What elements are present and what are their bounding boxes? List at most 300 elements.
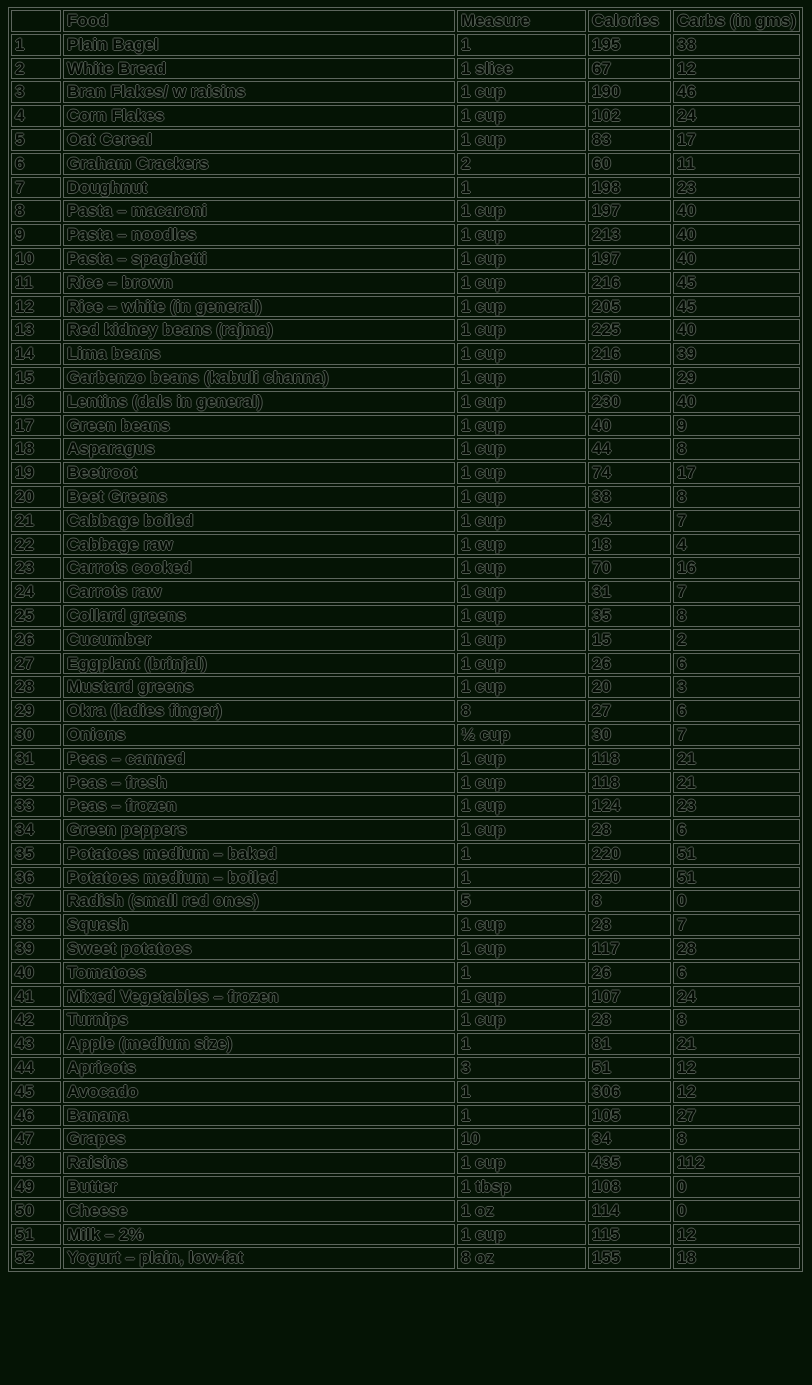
cell-food: Pasta – spaghetti <box>63 248 455 270</box>
cell-calories: 40 <box>588 415 671 437</box>
cell-num: 2 <box>11 58 61 80</box>
cell-calories: 28 <box>588 1009 671 1031</box>
cell-num: 43 <box>11 1033 61 1055</box>
cell-measure: 1 cup <box>457 748 586 770</box>
cell-carbs: 40 <box>673 248 800 270</box>
cell-num: 13 <box>11 319 61 341</box>
cell-food: Cabbage raw <box>63 534 455 556</box>
cell-carbs: 8 <box>673 438 800 460</box>
cell-carbs: 23 <box>673 177 800 199</box>
cell-calories: 213 <box>588 224 671 246</box>
cell-calories: 117 <box>588 938 671 960</box>
cell-num: 27 <box>11 653 61 675</box>
cell-carbs: 9 <box>673 415 800 437</box>
cell-carbs: 7 <box>673 914 800 936</box>
cell-carbs: 21 <box>673 772 800 794</box>
cell-num: 3 <box>11 81 61 103</box>
cell-measure: 1 <box>457 1105 586 1127</box>
table-row <box>11 415 800 437</box>
cell-num: 37 <box>11 890 61 912</box>
cell-carbs: 45 <box>673 272 800 294</box>
table-row <box>11 700 800 722</box>
table-row <box>11 1247 800 1269</box>
cell-carbs: 8 <box>673 1128 800 1150</box>
cell-measure: 1 cup <box>457 986 586 1008</box>
cell-measure: 1 cup <box>457 105 586 127</box>
cell-food: Asparagus <box>63 438 455 460</box>
cell-calories: 18 <box>588 534 671 556</box>
cell-num: 30 <box>11 724 61 746</box>
cell-calories: 205 <box>588 296 671 318</box>
cell-food: Cheese <box>63 1200 455 1222</box>
cell-carbs: 24 <box>673 105 800 127</box>
table-row <box>11 462 800 484</box>
cell-food: Banana <box>63 1105 455 1127</box>
cell-calories: 44 <box>588 438 671 460</box>
cell-carbs: 51 <box>673 843 800 865</box>
cell-measure: 1 tbsp <box>457 1176 586 1198</box>
cell-food: White Bread <box>63 58 455 80</box>
table-row <box>11 676 800 698</box>
cell-food: Oat Cereal <box>63 129 455 151</box>
column-header-measure: Measure <box>457 10 586 32</box>
column-header-index <box>11 10 61 32</box>
cell-num: 6 <box>11 153 61 175</box>
cell-measure: 1 cup <box>457 1224 586 1246</box>
table-row <box>11 248 800 270</box>
cell-num: 28 <box>11 676 61 698</box>
table-row <box>11 58 800 80</box>
cell-measure: 1 cup <box>457 224 586 246</box>
table-row <box>11 986 800 1008</box>
table-row <box>11 1176 800 1198</box>
cell-food: Peas – frozen <box>63 795 455 817</box>
cell-food: Plain Bagel <box>63 34 455 56</box>
cell-calories: 124 <box>588 795 671 817</box>
cell-num: 5 <box>11 129 61 151</box>
table-row <box>11 200 800 222</box>
cell-food: Graham Crackers <box>63 153 455 175</box>
table-row <box>11 581 800 603</box>
cell-measure: 5 <box>457 890 586 912</box>
cell-food: Apricots <box>63 1057 455 1079</box>
table-row <box>11 81 800 103</box>
cell-measure: 1 cup <box>457 296 586 318</box>
cell-measure: 1 cup <box>457 129 586 151</box>
cell-num: 52 <box>11 1247 61 1269</box>
cell-carbs: 8 <box>673 1009 800 1031</box>
cell-measure: 1 <box>457 1033 586 1055</box>
cell-measure: 1 cup <box>457 438 586 460</box>
table-row <box>11 1224 800 1246</box>
cell-num: 8 <box>11 200 61 222</box>
cell-food: Potatoes medium – boiled <box>63 867 455 889</box>
cell-food: Cabbage boiled <box>63 510 455 532</box>
cell-measure: 1 cup <box>457 1152 586 1174</box>
cell-calories: 216 <box>588 272 671 294</box>
table-row <box>11 605 800 627</box>
cell-num: 11 <box>11 272 61 294</box>
cell-measure: 1 <box>457 177 586 199</box>
cell-carbs: 112 <box>673 1152 800 1174</box>
cell-carbs: 6 <box>673 962 800 984</box>
cell-calories: 225 <box>588 319 671 341</box>
cell-calories: 216 <box>588 343 671 365</box>
cell-food: Eggplant (brinjal) <box>63 653 455 675</box>
cell-measure: 1 cup <box>457 343 586 365</box>
cell-calories: 220 <box>588 843 671 865</box>
column-header-food: Food <box>63 10 455 32</box>
cell-measure: 1 <box>457 867 586 889</box>
cell-food: Butter <box>63 1176 455 1198</box>
table-row <box>11 1009 800 1031</box>
cell-food: Mustard greens <box>63 676 455 698</box>
cell-calories: 115 <box>588 1224 671 1246</box>
table-row <box>11 772 800 794</box>
table-row <box>11 867 800 889</box>
cell-measure: 3 <box>457 1057 586 1079</box>
cell-num: 21 <box>11 510 61 532</box>
cell-num: 29 <box>11 700 61 722</box>
table-row <box>11 962 800 984</box>
cell-food: Sweet potatoes <box>63 938 455 960</box>
cell-measure: 1 cup <box>457 248 586 270</box>
cell-food: Carrots raw <box>63 581 455 603</box>
table-row <box>11 795 800 817</box>
cell-num: 47 <box>11 1128 61 1150</box>
cell-measure: 8 oz <box>457 1247 586 1269</box>
cell-food: Squash <box>63 914 455 936</box>
cell-measure: 1 cup <box>457 938 586 960</box>
cell-food: Okra (ladies finger) <box>63 700 455 722</box>
table-row <box>11 510 800 532</box>
cell-calories: 195 <box>588 34 671 56</box>
cell-carbs: 23 <box>673 795 800 817</box>
cell-calories: 20 <box>588 676 671 698</box>
cell-calories: 8 <box>588 890 671 912</box>
cell-calories: 108 <box>588 1176 671 1198</box>
cell-calories: 15 <box>588 629 671 651</box>
cell-measure: 1 cup <box>457 486 586 508</box>
table-row <box>11 914 800 936</box>
cell-num: 17 <box>11 415 61 437</box>
cell-num: 10 <box>11 248 61 270</box>
cell-calories: 107 <box>588 986 671 1008</box>
cell-num: 26 <box>11 629 61 651</box>
column-header-calories: Calories <box>588 10 671 32</box>
cell-measure: 1 cup <box>457 581 586 603</box>
cell-num: 48 <box>11 1152 61 1174</box>
cell-calories: 28 <box>588 819 671 841</box>
cell-food: Bran Flakes/ w raisins <box>63 81 455 103</box>
cell-carbs: 28 <box>673 938 800 960</box>
table-row <box>11 367 800 389</box>
cell-calories: 27 <box>588 700 671 722</box>
cell-measure: 1 cup <box>457 200 586 222</box>
cell-num: 36 <box>11 867 61 889</box>
cell-food: Avocado <box>63 1081 455 1103</box>
table-row <box>11 272 800 294</box>
cell-carbs: 18 <box>673 1247 800 1269</box>
cell-measure: 1 cup <box>457 391 586 413</box>
cell-food: Rice – brown <box>63 272 455 294</box>
cell-carbs: 39 <box>673 343 800 365</box>
cell-food: Green beans <box>63 415 455 437</box>
cell-measure: 1 slice <box>457 58 586 80</box>
cell-num: 40 <box>11 962 61 984</box>
cell-food: Raisins <box>63 1152 455 1174</box>
cell-carbs: 0 <box>673 890 800 912</box>
cell-measure: 1 cup <box>457 819 586 841</box>
cell-carbs: 12 <box>673 1224 800 1246</box>
table-row <box>11 1128 800 1150</box>
table-row <box>11 1152 800 1174</box>
cell-num: 24 <box>11 581 61 603</box>
cell-carbs: 12 <box>673 1081 800 1103</box>
cell-food: Lima beans <box>63 343 455 365</box>
cell-measure: 1 <box>457 843 586 865</box>
table-body <box>11 34 800 1269</box>
cell-measure: ½ cup <box>457 724 586 746</box>
cell-calories: 28 <box>588 914 671 936</box>
cell-calories: 81 <box>588 1033 671 1055</box>
cell-food: Green peppers <box>63 819 455 841</box>
cell-food: Beet Greens <box>63 486 455 508</box>
cell-carbs: 40 <box>673 391 800 413</box>
cell-calories: 30 <box>588 724 671 746</box>
cell-carbs: 46 <box>673 81 800 103</box>
cell-calories: 435 <box>588 1152 671 1174</box>
cell-calories: 114 <box>588 1200 671 1222</box>
cell-num: 49 <box>11 1176 61 1198</box>
cell-food: Peas – canned <box>63 748 455 770</box>
cell-food: Pasta – noodles <box>63 224 455 246</box>
cell-num: 42 <box>11 1009 61 1031</box>
cell-carbs: 40 <box>673 200 800 222</box>
cell-carbs: 21 <box>673 1033 800 1055</box>
cell-carbs: 27 <box>673 1105 800 1127</box>
cell-carbs: 0 <box>673 1200 800 1222</box>
cell-measure: 1 <box>457 34 586 56</box>
cell-num: 16 <box>11 391 61 413</box>
table-row <box>11 1057 800 1079</box>
cell-carbs: 17 <box>673 129 800 151</box>
cell-calories: 306 <box>588 1081 671 1103</box>
cell-num: 22 <box>11 534 61 556</box>
cell-carbs: 51 <box>673 867 800 889</box>
cell-calories: 26 <box>588 962 671 984</box>
cell-num: 34 <box>11 819 61 841</box>
cell-carbs: 8 <box>673 486 800 508</box>
table-row <box>11 629 800 651</box>
cell-measure: 8 <box>457 700 586 722</box>
cell-carbs: 17 <box>673 462 800 484</box>
cell-food: Rice – white (in general) <box>63 296 455 318</box>
cell-calories: 34 <box>588 510 671 532</box>
table-row <box>11 486 800 508</box>
cell-food: Potatoes medium – baked <box>63 843 455 865</box>
table-row <box>11 224 800 246</box>
cell-num: 15 <box>11 367 61 389</box>
table-row <box>11 1200 800 1222</box>
cell-num: 19 <box>11 462 61 484</box>
cell-measure: 1 cup <box>457 772 586 794</box>
cell-calories: 220 <box>588 867 671 889</box>
cell-measure: 1 cup <box>457 914 586 936</box>
cell-food: Apple (medium size) <box>63 1033 455 1055</box>
cell-calories: 67 <box>588 58 671 80</box>
header-row <box>11 10 800 32</box>
cell-measure: 1 oz <box>457 1200 586 1222</box>
cell-calories: 118 <box>588 772 671 794</box>
cell-calories: 34 <box>588 1128 671 1150</box>
table-row <box>11 34 800 56</box>
cell-food: Corn Flakes <box>63 105 455 127</box>
cell-measure: 1 cup <box>457 319 586 341</box>
cell-measure: 1 cup <box>457 795 586 817</box>
table-row <box>11 343 800 365</box>
cell-food: Red kidney beans (rajma) <box>63 319 455 341</box>
cell-measure: 1 cup <box>457 415 586 437</box>
table-row <box>11 843 800 865</box>
cell-food: Mixed Vegetables – frozen <box>63 986 455 1008</box>
cell-calories: 102 <box>588 105 671 127</box>
cell-carbs: 2 <box>673 629 800 651</box>
cell-num: 51 <box>11 1224 61 1246</box>
cell-carbs: 8 <box>673 605 800 627</box>
cell-calories: 60 <box>588 153 671 175</box>
table-row <box>11 296 800 318</box>
table-row <box>11 557 800 579</box>
cell-measure: 1 cup <box>457 605 586 627</box>
cell-measure: 10 <box>457 1128 586 1150</box>
cell-num: 7 <box>11 177 61 199</box>
table-row <box>11 724 800 746</box>
cell-measure: 1 <box>457 1081 586 1103</box>
cell-measure: 1 <box>457 962 586 984</box>
cell-calories: 155 <box>588 1247 671 1269</box>
cell-num: 18 <box>11 438 61 460</box>
cell-num: 12 <box>11 296 61 318</box>
cell-food: Peas – fresh <box>63 772 455 794</box>
cell-num: 25 <box>11 605 61 627</box>
table-row <box>11 1033 800 1055</box>
table-row <box>11 938 800 960</box>
cell-num: 46 <box>11 1105 61 1127</box>
cell-num: 45 <box>11 1081 61 1103</box>
cell-carbs: 24 <box>673 986 800 1008</box>
cell-carbs: 0 <box>673 1176 800 1198</box>
cell-carbs: 45 <box>673 296 800 318</box>
cell-carbs: 16 <box>673 557 800 579</box>
cell-food: Yogurt – plain, low-fat <box>63 1247 455 1269</box>
table-row <box>11 319 800 341</box>
cell-calories: 51 <box>588 1057 671 1079</box>
column-header-carbs: Carbs (in gms) <box>673 10 800 32</box>
cell-food: Carrots cooked <box>63 557 455 579</box>
cell-food: Turnips <box>63 1009 455 1031</box>
cell-carbs: 6 <box>673 653 800 675</box>
cell-num: 50 <box>11 1200 61 1222</box>
cell-food: Grapes <box>63 1128 455 1150</box>
cell-carbs: 40 <box>673 319 800 341</box>
cell-carbs: 21 <box>673 748 800 770</box>
cell-food: Milk – 2% <box>63 1224 455 1246</box>
cell-food: Radish (small red ones) <box>63 890 455 912</box>
cell-calories: 70 <box>588 557 671 579</box>
cell-calories: 105 <box>588 1105 671 1127</box>
cell-food: Garbenzo beans (kabuli channa) <box>63 367 455 389</box>
cell-carbs: 7 <box>673 724 800 746</box>
cell-measure: 1 cup <box>457 534 586 556</box>
cell-carbs: 6 <box>673 819 800 841</box>
cell-measure: 2 <box>457 153 586 175</box>
cell-num: 38 <box>11 914 61 936</box>
cell-measure: 1 cup <box>457 272 586 294</box>
cell-calories: 190 <box>588 81 671 103</box>
cell-carbs: 7 <box>673 581 800 603</box>
cell-calories: 230 <box>588 391 671 413</box>
cell-carbs: 12 <box>673 1057 800 1079</box>
table-row <box>11 177 800 199</box>
table-row <box>11 819 800 841</box>
table-row <box>11 748 800 770</box>
cell-measure: 1 cup <box>457 367 586 389</box>
table-row <box>11 438 800 460</box>
cell-food: Cucumber <box>63 629 455 651</box>
table-row <box>11 890 800 912</box>
table-row <box>11 1105 800 1127</box>
cell-num: 41 <box>11 986 61 1008</box>
cell-calories: 83 <box>588 129 671 151</box>
food-nutrition-table <box>8 7 803 1272</box>
cell-num: 33 <box>11 795 61 817</box>
table-row <box>11 391 800 413</box>
cell-calories: 197 <box>588 200 671 222</box>
cell-food: Onions <box>63 724 455 746</box>
cell-calories: 197 <box>588 248 671 270</box>
cell-measure: 1 cup <box>457 81 586 103</box>
table-row <box>11 534 800 556</box>
cell-num: 39 <box>11 938 61 960</box>
cell-calories: 26 <box>588 653 671 675</box>
cell-carbs: 29 <box>673 367 800 389</box>
cell-calories: 38 <box>588 486 671 508</box>
cell-calories: 198 <box>588 177 671 199</box>
cell-carbs: 4 <box>673 534 800 556</box>
table-row <box>11 653 800 675</box>
table-row <box>11 153 800 175</box>
cell-calories: 35 <box>588 605 671 627</box>
cell-num: 23 <box>11 557 61 579</box>
cell-calories: 118 <box>588 748 671 770</box>
cell-carbs: 12 <box>673 58 800 80</box>
cell-carbs: 6 <box>673 700 800 722</box>
table-row <box>11 1081 800 1103</box>
cell-food: Collard greens <box>63 605 455 627</box>
cell-food: Doughnut <box>63 177 455 199</box>
cell-measure: 1 cup <box>457 653 586 675</box>
cell-num: 20 <box>11 486 61 508</box>
cell-measure: 1 cup <box>457 629 586 651</box>
cell-calories: 31 <box>588 581 671 603</box>
cell-carbs: 38 <box>673 34 800 56</box>
cell-carbs: 11 <box>673 153 800 175</box>
cell-num: 9 <box>11 224 61 246</box>
cell-measure: 1 cup <box>457 510 586 532</box>
cell-num: 35 <box>11 843 61 865</box>
cell-num: 1 <box>11 34 61 56</box>
